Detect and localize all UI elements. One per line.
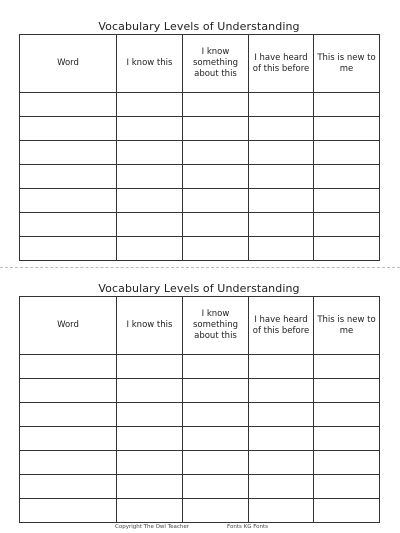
writing-cell[interactable] bbox=[117, 355, 183, 379]
writing-cell[interactable] bbox=[20, 403, 117, 427]
writing-cell[interactable] bbox=[20, 237, 117, 261]
writing-cell[interactable] bbox=[314, 427, 380, 451]
writing-cell[interactable] bbox=[183, 427, 249, 451]
writing-cell[interactable] bbox=[117, 427, 183, 451]
footer bbox=[0, 523, 400, 533]
writing-cell[interactable] bbox=[314, 403, 380, 427]
column-header-know: I know this bbox=[117, 35, 183, 93]
table-row bbox=[20, 189, 380, 213]
table-row bbox=[20, 475, 380, 499]
fonts-credit-text: Fonts KG Fonts bbox=[227, 524, 269, 530]
writing-cell[interactable] bbox=[314, 141, 380, 165]
writing-cell[interactable] bbox=[20, 427, 117, 451]
writing-cell[interactable] bbox=[314, 117, 380, 141]
column-header-know: I know this bbox=[117, 297, 183, 355]
writing-cell[interactable] bbox=[314, 165, 380, 189]
writing-cell[interactable] bbox=[20, 165, 117, 189]
writing-cell[interactable] bbox=[117, 403, 183, 427]
header-row bbox=[20, 297, 380, 355]
worksheet-title: Vocabulary Levels of Understanding bbox=[98, 282, 300, 295]
writing-cell[interactable] bbox=[249, 93, 314, 117]
column-header-new: This is new to me bbox=[314, 35, 380, 93]
column-header-word: Word bbox=[20, 297, 117, 355]
column-header-heard: I have heard of this before bbox=[249, 35, 314, 93]
writing-cell[interactable] bbox=[183, 189, 249, 213]
table-row bbox=[20, 379, 380, 403]
writing-cell[interactable] bbox=[117, 189, 183, 213]
cut-line-divider bbox=[0, 267, 400, 268]
writing-cell[interactable] bbox=[183, 237, 249, 261]
writing-cell[interactable] bbox=[249, 117, 314, 141]
writing-cell[interactable] bbox=[183, 499, 249, 523]
worksheet-bottom bbox=[19, 282, 379, 523]
writing-cell[interactable] bbox=[117, 117, 183, 141]
writing-cell[interactable] bbox=[249, 165, 314, 189]
table-row bbox=[20, 237, 380, 261]
writing-cell[interactable] bbox=[183, 165, 249, 189]
vocabulary-table bbox=[19, 296, 380, 523]
table-body bbox=[20, 355, 380, 523]
writing-cell[interactable] bbox=[183, 451, 249, 475]
writing-cell[interactable] bbox=[183, 93, 249, 117]
copyright-text: Copyright The Owl Teacher bbox=[115, 524, 190, 530]
table-row bbox=[20, 427, 380, 451]
column-header-something: I know something about this bbox=[183, 35, 249, 93]
table-row bbox=[20, 451, 380, 475]
writing-cell[interactable] bbox=[20, 189, 117, 213]
writing-cell[interactable] bbox=[249, 141, 314, 165]
vocabulary-table bbox=[19, 34, 380, 261]
column-header-heard: I have heard of this before bbox=[249, 297, 314, 355]
writing-cell[interactable] bbox=[249, 237, 314, 261]
column-header-new: This is new to me bbox=[314, 297, 380, 355]
writing-cell[interactable] bbox=[183, 213, 249, 237]
writing-cell[interactable] bbox=[249, 355, 314, 379]
writing-cell[interactable] bbox=[249, 379, 314, 403]
writing-cell[interactable] bbox=[117, 237, 183, 261]
writing-cell[interactable] bbox=[249, 451, 314, 475]
column-header-something: I know something about this bbox=[183, 297, 249, 355]
column-header-word: Word bbox=[20, 35, 117, 93]
table-row bbox=[20, 403, 380, 427]
writing-cell[interactable] bbox=[249, 475, 314, 499]
writing-cell[interactable] bbox=[20, 117, 117, 141]
writing-cell[interactable] bbox=[314, 379, 380, 403]
writing-cell[interactable] bbox=[183, 379, 249, 403]
writing-cell[interactable] bbox=[249, 189, 314, 213]
writing-cell[interactable] bbox=[314, 355, 380, 379]
writing-cell[interactable] bbox=[117, 93, 183, 117]
writing-cell[interactable] bbox=[117, 213, 183, 237]
writing-cell[interactable] bbox=[314, 475, 380, 499]
table-row bbox=[20, 141, 380, 165]
writing-cell[interactable] bbox=[314, 93, 380, 117]
table-row bbox=[20, 213, 380, 237]
writing-cell[interactable] bbox=[20, 93, 117, 117]
writing-cell[interactable] bbox=[249, 499, 314, 523]
header-row bbox=[20, 35, 380, 93]
writing-cell[interactable] bbox=[314, 451, 380, 475]
writing-cell[interactable] bbox=[117, 475, 183, 499]
writing-cell[interactable] bbox=[314, 237, 380, 261]
writing-cell[interactable] bbox=[20, 451, 117, 475]
writing-cell[interactable] bbox=[249, 213, 314, 237]
worksheet-top bbox=[19, 20, 379, 261]
writing-cell[interactable] bbox=[249, 427, 314, 451]
writing-cell[interactable] bbox=[183, 141, 249, 165]
writing-cell[interactable] bbox=[183, 355, 249, 379]
writing-cell[interactable] bbox=[314, 499, 380, 523]
writing-cell[interactable] bbox=[20, 499, 117, 523]
writing-cell[interactable] bbox=[183, 475, 249, 499]
table-row bbox=[20, 355, 380, 379]
writing-cell[interactable] bbox=[20, 213, 117, 237]
writing-cell[interactable] bbox=[183, 403, 249, 427]
table-row bbox=[20, 93, 380, 117]
writing-cell[interactable] bbox=[20, 475, 117, 499]
writing-cell[interactable] bbox=[314, 213, 380, 237]
writing-cell[interactable] bbox=[20, 355, 117, 379]
writing-cell[interactable] bbox=[117, 165, 183, 189]
table-row bbox=[20, 165, 380, 189]
writing-cell[interactable] bbox=[117, 451, 183, 475]
writing-cell[interactable] bbox=[20, 141, 117, 165]
writing-cell[interactable] bbox=[183, 117, 249, 141]
table-body bbox=[20, 93, 380, 261]
table-row bbox=[20, 117, 380, 141]
writing-cell[interactable] bbox=[249, 403, 314, 427]
writing-cell[interactable] bbox=[20, 379, 117, 403]
writing-cell[interactable] bbox=[314, 189, 380, 213]
table-row bbox=[20, 499, 380, 523]
writing-cell[interactable] bbox=[117, 379, 183, 403]
writing-cell[interactable] bbox=[117, 499, 183, 523]
worksheet-title: Vocabulary Levels of Understanding bbox=[98, 20, 300, 33]
writing-cell[interactable] bbox=[117, 141, 183, 165]
